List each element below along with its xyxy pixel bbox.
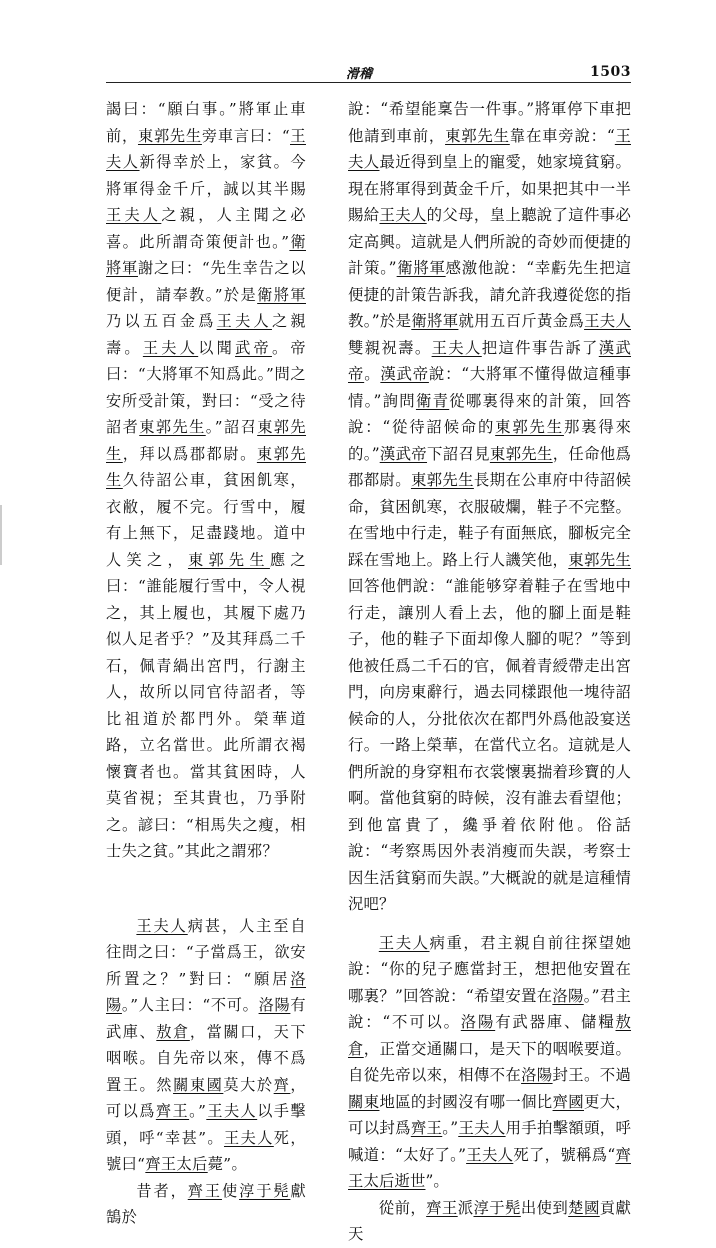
- proper-noun-underlined: 關東國: [173, 1075, 224, 1094]
- proper-noun-underlined: 齊王太后逝世: [348, 1145, 631, 1190]
- proper-noun-underlined: 淳于髡: [239, 1181, 291, 1200]
- text-run: 使: [221, 1181, 240, 1200]
- proper-noun-underlined: 王夫人: [216, 312, 272, 330]
- text-run: 從哪裏得來的計策，回答說：“從待詔候命的: [348, 391, 631, 436]
- proper-noun-underlined: 王夫人: [142, 338, 199, 357]
- text-run: ，正當交通關口，是天下的咽喉要道。自從先帝以來，相傳不在: [348, 1039, 632, 1084]
- proper-noun-underlined: 武帝: [235, 338, 272, 357]
- text-run: 應之曰：“誰能履行雪中，令人視之，其上履也，其履下處乃似人足者乎？”及其拜爲二千石，佩青緺出宮門，行謝主人，故所以同官待詔者，等比祖道於都門外。榮華道路，立名當世。此所謂衣褐懷寶者也。當其貧困時，人莫省視；至其貴也，乃爭附之。諺曰：“相馬失之瘦，相士失之貧。”其此之謂邪？: [106, 550, 306, 860]
- proper-noun-underlined: 衛將軍: [106, 232, 306, 277]
- text-run: 出使到: [520, 1198, 569, 1217]
- proper-noun-underlined: 東郭先生: [137, 126, 202, 145]
- proper-noun-underlined: 王夫人: [379, 206, 427, 224]
- proper-noun-underlined: 敖倉: [156, 1022, 190, 1041]
- proper-noun-underlined: 王夫人: [206, 1102, 258, 1120]
- text-run: 新得幸於上，家貧。今將軍得金千斤，誠以其半賜: [106, 153, 306, 198]
- right-paragraph-2: [348, 930, 631, 1195]
- text-run: 有武庫、: [106, 996, 306, 1041]
- running-header-title: 滑稽: [345, 67, 372, 82]
- text-run: 莫大於: [223, 1075, 274, 1094]
- proper-noun-underlined: 王夫人: [458, 1119, 506, 1137]
- proper-noun-underlined: 東郭先生: [187, 550, 270, 569]
- text-run: 。”詔召: [205, 418, 258, 436]
- text-run: 以聞: [198, 338, 236, 357]
- text-run: ，當關口，天下咽喉。自先帝以來，傳不爲置王。然: [106, 1022, 306, 1094]
- header-rule: [106, 82, 631, 83]
- proper-noun-underlined: 漢武帝: [380, 365, 429, 383]
- text-run: 。: [364, 365, 381, 383]
- margin-mark: [0, 505, 2, 565]
- proper-noun-underlined: 王夫人: [584, 312, 631, 330]
- text-run: 的父母，皇上聽說了這件事必定高興。這就是人們所說的奇妙而便捷的計策。”: [348, 206, 631, 277]
- text-run: 病重，君主親自前往探望她說：“你的兒子應當封王，想把他安置在哪裏？”回答說：“希望安置在: [348, 933, 631, 1005]
- text-run: ，任命他爲郡都尉。: [348, 444, 631, 489]
- proper-noun-underlined: 王夫人: [466, 1145, 514, 1164]
- text-run: 感激他說：“幸虧先生把這便捷的計策告訴我，請允許我遵從您的指教。”於是: [348, 259, 631, 330]
- text-run: 有武器庫、儲糧: [495, 1013, 616, 1031]
- text-run: 最近得到皇上的寵愛，她家境貧窮。現在將軍得到黃金千斤，如果把其中一半賜給: [348, 153, 632, 224]
- proper-noun-underlined: 東郭先生: [139, 418, 206, 436]
- proper-noun-underlined: 洛陽: [521, 1066, 553, 1084]
- proper-noun-underlined: 衛將軍: [411, 312, 459, 330]
- text-run: 。”人主曰：“不可。: [121, 996, 259, 1014]
- proper-noun-underlined: 漢武帝: [379, 444, 428, 463]
- text-run: 薨”。: [207, 1155, 248, 1173]
- proper-noun-underlined: 洛陽: [552, 986, 584, 1005]
- text-run: 就用五百斤黃金爲: [458, 312, 585, 330]
- text-run: 派: [457, 1198, 474, 1217]
- text-run: 更大，可以封爲: [348, 1092, 631, 1137]
- proper-noun-underlined: 衛青: [415, 391, 450, 410]
- text-run: 地區的封國沒有哪一個比: [379, 1092, 553, 1111]
- proper-noun-underlined: 楚國: [568, 1198, 600, 1217]
- text-run: 乃以五百金爲: [106, 312, 217, 330]
- text-run: 下詔召見: [427, 444, 490, 463]
- left-paragraph-1: [106, 96, 306, 865]
- text-run: 旁車言曰：“: [201, 126, 290, 145]
- proper-noun-underlined: 衛將軍: [396, 259, 446, 277]
- proper-noun-underlined: 漢武帝: [348, 338, 631, 383]
- proper-noun-underlined: 齊: [273, 1075, 291, 1094]
- text-run: 用手拍擊額頭，呼喊道：“太好了。”: [348, 1119, 632, 1164]
- right-column-translation: [348, 96, 631, 1248]
- text-run: 昔者，: [136, 1181, 188, 1200]
- text-run: 。”: [189, 1102, 207, 1120]
- right-paragraph-3: [348, 1195, 631, 1248]
- text-run: 之親，人主聞之必喜。此所謂奇策便計也。”: [106, 206, 306, 251]
- proper-noun-underlined: 東郭先生: [106, 444, 306, 489]
- proper-noun-underlined: 東郭先生: [489, 444, 553, 463]
- proper-noun-underlined: 王夫人: [348, 126, 631, 171]
- proper-noun-underlined: 洛陽: [258, 996, 291, 1014]
- text-run: 。帝曰：“大將軍不知爲此。”問之安所受計策，對曰：“受之待詔者: [106, 338, 306, 436]
- proper-noun-underlined: 王夫人: [136, 916, 188, 935]
- text-run: 久待詔公車，貧困飢寒，衣敝，履不完。行雪中，履有上無下，足盡踐地。道中人笑之，: [106, 471, 306, 569]
- proper-noun-underlined: 齊王: [410, 1119, 443, 1137]
- proper-noun-underlined: 東郭先生: [495, 418, 564, 436]
- left-paragraph-2: [106, 913, 306, 1178]
- proper-noun-underlined: 東郭先生: [445, 126, 510, 145]
- right-paragraph-1: [348, 96, 631, 918]
- proper-noun-underlined: 王夫人: [106, 206, 162, 224]
- proper-noun-underlined: 衛將軍: [257, 285, 306, 304]
- proper-noun-underlined: 東郭先生: [568, 550, 631, 569]
- proper-noun-underlined: 王夫人: [223, 1128, 274, 1147]
- page-number: 1503: [590, 64, 631, 80]
- text-run: 之親壽。: [106, 312, 306, 357]
- proper-noun-underlined: 王夫人: [431, 338, 482, 357]
- proper-noun-underlined: 齊王太后: [145, 1155, 208, 1173]
- text-run: 說：“希望能稟告一件事。”將軍停下車把他請到車前，: [348, 100, 631, 145]
- proper-noun-underlined: 王夫人: [378, 933, 430, 952]
- proper-noun-underlined: 王夫人: [106, 126, 306, 171]
- text-run: 說：“大將軍不懂得做這種事情。”詢問: [348, 365, 631, 410]
- proper-noun-underlined: 齊王: [155, 1102, 190, 1120]
- text-run: 雙親祝壽。: [348, 338, 432, 357]
- proper-noun-underlined: 東郭先生: [106, 418, 307, 463]
- proper-noun-underlined: 洛陽: [460, 1013, 496, 1031]
- left-paragraph-3: [106, 1178, 306, 1231]
- proper-noun-underlined: 敖倉: [348, 1013, 632, 1058]
- text-run: 死，號曰“: [106, 1128, 306, 1173]
- text-run: 貢獻天: [348, 1198, 632, 1243]
- text-run: 死了，號稱爲“: [513, 1145, 616, 1164]
- proper-noun-underlined: 淳于髡: [473, 1198, 521, 1217]
- left-column-classical-text: [106, 96, 306, 1231]
- text-run: 謁曰：“願白事。”將軍止車前，: [106, 100, 306, 145]
- text-run: 長期在公車府中待詔候命，貧困飢寒，衣服破爛，鞋子不完整。在雪地中行走，鞋子有面無底，腳板完全踩在雪地上。路上行人譏笑他，: [348, 471, 631, 569]
- proper-noun-underlined: 洛陽: [106, 969, 306, 1014]
- text-run: ”。: [425, 1172, 449, 1190]
- proper-noun-underlined: 齊王: [187, 1181, 222, 1200]
- text-run: 謝之曰：“先生幸告之以便計，請奉教。”於是: [106, 259, 306, 304]
- text-run: 封王。不過: [552, 1066, 631, 1084]
- text-run: 以手擊頭，呼“幸甚”。: [106, 1102, 307, 1147]
- text-run: 回答他們說：“誰能够穿着鞋子在雪地中行走，讓別人看上去，他的腳上面是鞋子，他的鞋子下面却像人腳的呢？”等到他被任爲二千石的官，佩着青綬帶走出宮門，向房東辭行，過去同樣跟他一塊待詔候命的人，分批依次在都門外爲他設宴送行。一路上榮華，在當代立名。這就是人們所說的身穿粗布衣裳懷裏揣着珍寶的人啊。當他貧窮的時候，沒有誰去看望他；到他富貴了，纔爭着依附他。俗話說：“考察馬因外表消瘦而失誤，考察士因生活貧窮而失誤。”大概說的就是這種情況吧？: [348, 577, 631, 913]
- proper-noun-underlined: 東郭先生: [410, 471, 474, 489]
- proper-noun-underlined: 齊王: [426, 1198, 458, 1217]
- text-run: 病甚，人主至自往問之曰：“子當爲王，欲安所置之？”對曰：“願居: [106, 916, 306, 988]
- text-run: 獻鵠於: [106, 1181, 307, 1226]
- text-run: 從前，: [378, 1198, 427, 1217]
- proper-noun-underlined: 齊國: [552, 1092, 585, 1111]
- proper-noun-underlined: 關東: [348, 1092, 380, 1111]
- text-run: ，拜以爲郡都尉。: [122, 444, 257, 463]
- text-run: 那裏得來的。”: [348, 418, 631, 463]
- text-run: 把這件事告訴了: [481, 338, 599, 357]
- text-run: ，可以爲: [106, 1075, 307, 1120]
- text-run: 。”君主說：“不可以。: [348, 986, 631, 1031]
- text-run: 靠在車旁說：“: [509, 126, 615, 145]
- text-run: 。”: [442, 1119, 459, 1137]
